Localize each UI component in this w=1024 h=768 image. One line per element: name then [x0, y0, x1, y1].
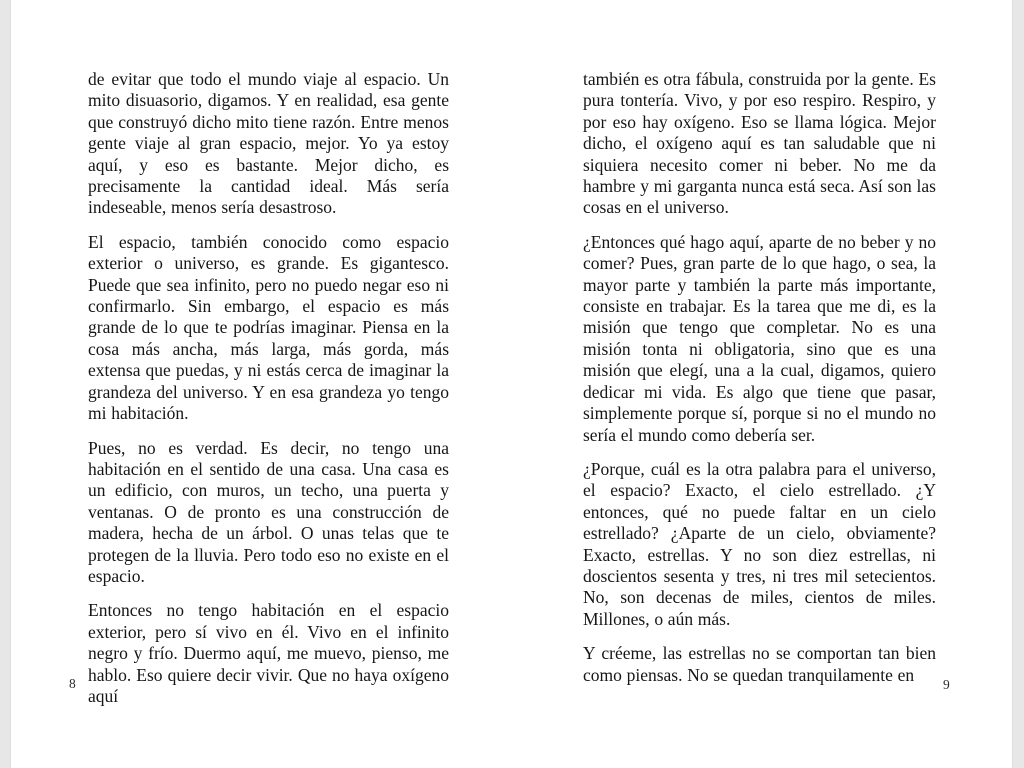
paragraph: El espacio, también conocido como espacio exterior o universo, es grande. Es gigantesco. Puede que sea infinito, pero no puedo negar eso ni confirmarlo. Sin embargo, el espacio es más grande de lo que te podrías imaginar. Piensa en la cosa más ancha, más larga, más gorda, más extensa que puedas, y ni estás cerca de imaginar la grandeza del universo. Y en esa grandeza yo tengo mi habitación. [88, 231, 449, 424]
page-number-right: 9 [943, 677, 950, 692]
paragraph: Pues, no es verdad. Es decir, no tengo una habitación en el sentido de una casa. Una casa es un edificio, con muros, un techo, una puerta y ventanas. O de pronto es una construcción de madera, hecha de un árbol. O unas telas que te protegen de la lluvia. Pero todo eso no existe en el espacio. [88, 437, 449, 586]
page-number-left: 8 [69, 676, 76, 691]
paragraph: ¿Entonces qué hago aquí, aparte de no beber y no comer? Pues, gran parte de lo que hago, o sea, la mayor parte y también la parte más importante, consiste en trabajar. Es la tarea que me di, es la misión que tengo que completar. No es una misión tonta ni obligatoria, sino que es una misión que elegí, una a la cual, digamos, quiero dedicar mi vida. Es algo que tiene que pasar, simplemente porque sí, porque si no el mundo no sería el mundo como debería ser. [583, 231, 936, 445]
reader-right-margin-strip [1012, 0, 1024, 768]
page-right-text [583, 69, 936, 686]
paragraph: de evitar que todo el mundo viaje al espacio. Un mito disuasorio, digamos. Y en realidad, esa gente que construyó dicho mito tiene razón. Entre menos gente viaje al gran espacio, mejor. Yo ya estoy aquí, y eso es bastante. Mejor dicho, es precisamente la cantidad ideal. Más sería indeseable, menos sería desastroso. [88, 69, 449, 218]
paragraph: Y créeme, las estrellas no se comportan tan bien como piensas. No se quedan tranquilamente en [583, 643, 936, 685]
paragraph: ¿Porque, cuál es la otra palabra para el universo, el espacio? Exacto, el cielo estrellado. ¿Y entonces, qué no puede faltar en un cielo estrellado? ¿Aparte de un cielo, obviamente? Exacto, estrellas. Y no son diez estrellas, ni doscientos sesenta y tres, ni tres mil setecientos. No, son decenas de miles, cientos de miles. Millones, o aún más. [583, 458, 936, 629]
page-left-text [88, 69, 449, 707]
page-right[interactable] [512, 0, 1012, 768]
paragraph: también es otra fábula, construida por la gente. Es pura tontería. Vivo, y por eso respiro. Respiro, y por eso hay oxígeno. Eso se llama lógica. Mejor dicho, el oxígeno aquí es tan saludable que ni siquiera necesito comer ni beber. No me da hambre y mi garganta nunca está seca. Así son las cosas en el universo. [583, 69, 936, 218]
reader-left-margin-strip [0, 0, 11, 768]
paragraph: Entonces no tengo habitación en el espacio exterior, pero sí vivo en él. Vivo en el infinito negro y frío. Duermo aquí, me muevo, pienso, me hablo. Eso quiere decir vivir. Que no haya oxígeno aquí [88, 600, 449, 706]
page-left[interactable] [12, 0, 512, 768]
